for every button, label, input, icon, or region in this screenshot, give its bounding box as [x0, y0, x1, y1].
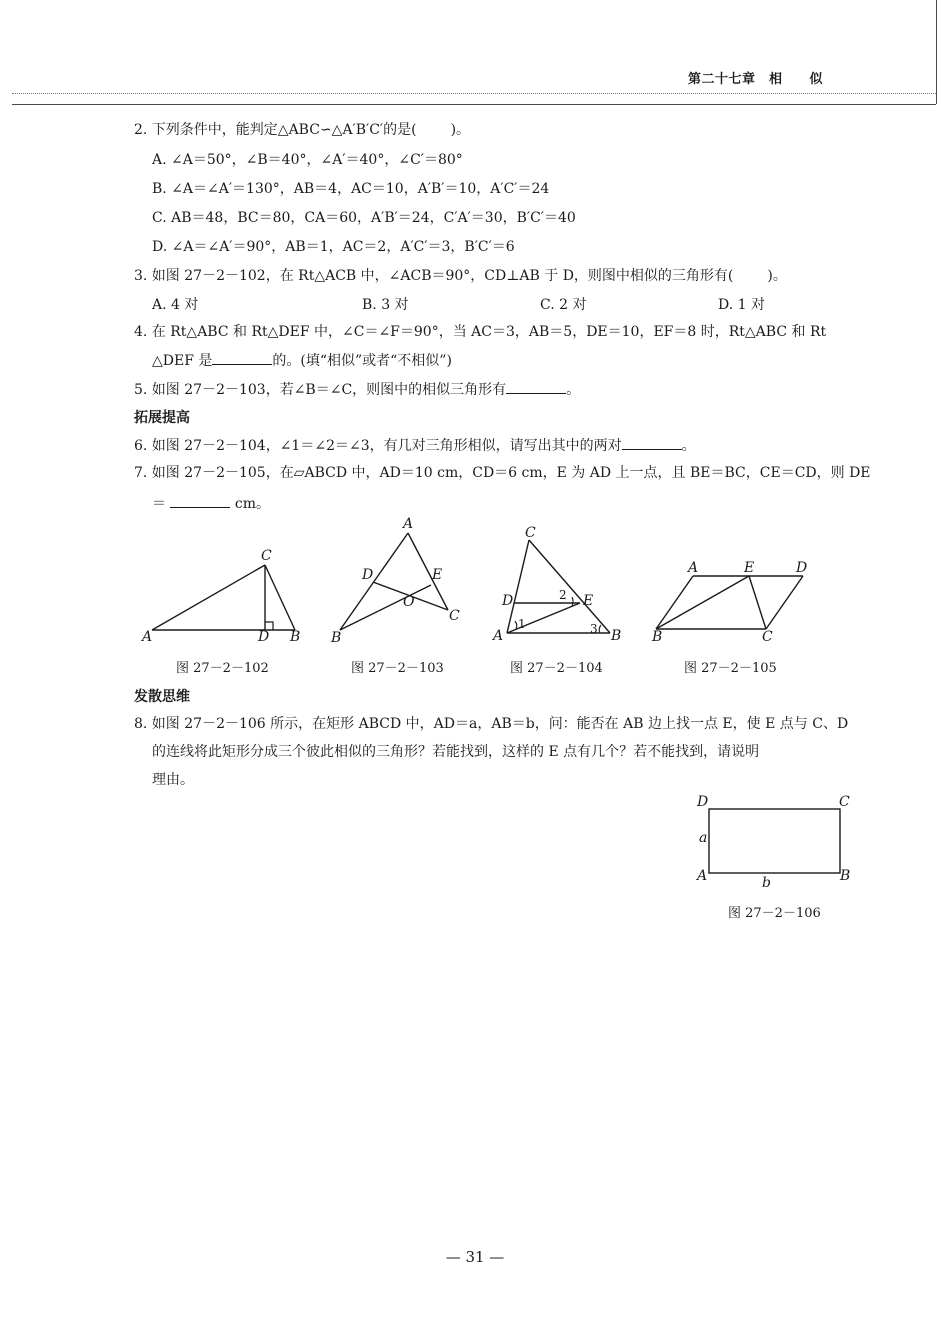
figure-27-2-106 [692, 792, 862, 892]
segment-ce [749, 576, 766, 629]
label-o: O [403, 594, 415, 610]
page-number: — 31 — [445, 1248, 505, 1266]
label-b: B [652, 629, 663, 645]
question-6: 6. 如图 27－2－104，∠1＝∠2＝∠3，有几对三角形相似，请写出其中的两对 。 [134, 438, 696, 454]
question-7-line-1: 7. 如图 27－2－105，在▱ABCD 中，AD＝10 cm，CD＝6 cm，E 为 AD 上一点，且 BE＝BC，CE＝CD，则 DE [134, 465, 871, 481]
label-c: C [261, 548, 272, 564]
question-2-option-a: A. ∠A＝50°，∠B＝40°，∠A′＝40°，∠C′＝80° [152, 152, 463, 168]
label-c: C [449, 608, 460, 624]
side-label-b: b [762, 875, 771, 891]
answer-blank [622, 436, 682, 450]
question-8-line-3: 理由。 [152, 772, 194, 788]
segment-ac [152, 565, 265, 630]
label-e: E [432, 567, 443, 583]
label-b: B [840, 868, 851, 884]
chapter-title: 第二十七章 相 似 [688, 72, 824, 87]
question-3-option-d: D. 1 对 [718, 297, 765, 313]
angle-label-3: 3 [590, 622, 598, 636]
header-rule [12, 104, 936, 105]
question-2-option-d: D. ∠A＝∠A′＝90°，AB＝1，AC＝2，A′C′＝3，B′C′＝6 [152, 239, 515, 255]
answer-blank [212, 351, 272, 365]
label-d: D [796, 560, 808, 576]
segment-ab [656, 576, 693, 629]
answer-blank [170, 494, 230, 508]
label-e: E [583, 593, 594, 609]
segment-be [656, 576, 749, 629]
label-d: D [697, 794, 709, 810]
header-edge-rule [936, 0, 937, 104]
segment-bd [340, 585, 431, 630]
question-4-line-1: 4. 在 Rt△ABC 和 Rt△DEF 中，∠C＝∠F＝90°，当 AC＝3，AB＝5，DE＝10，EF＝8 时，Rt△ABC 和 Rt [134, 324, 827, 340]
figure-27-2-104-caption: 图 27－2－104 [510, 661, 603, 676]
figure-27-2-105 [648, 560, 818, 645]
label-c: C [839, 794, 850, 810]
answer-blank [506, 380, 566, 394]
question-3-option-c: C. 2 对 [540, 297, 587, 313]
segment-ab [340, 533, 408, 630]
question-8-line-2: 的连线将此矩形分成三个彼此相似的三角形？若能找到，这样的 E 点有几个？若不能找到，请说明 [152, 744, 760, 760]
segment-dc [766, 576, 803, 629]
label-b: B [290, 629, 301, 645]
question-8-line-1: 8. 如图 27－2－106 所示，在矩形 ABCD 中，AD＝a，AB＝b，问：能否在 AB 边上找一点 E，使 E 点与 C、D [134, 716, 849, 732]
question-5: 5. 如图 27－2－103，若∠B＝∠C，则图中的相似三角形有 。 [134, 382, 581, 398]
segment-cb [265, 565, 295, 630]
figure-27-2-104 [492, 525, 627, 645]
angle-arc-2 [572, 597, 573, 606]
label-d: D [258, 629, 270, 645]
label-d: D [362, 567, 374, 583]
figure-27-2-106-caption: 图 27－2－106 [728, 906, 821, 921]
header-dotted-rule [12, 93, 936, 94]
question-2-stem: 2. 下列条件中，能判定△ABC∽△A′B′C′的是( )。 [134, 122, 471, 138]
question-2-option-c: C. AB＝48，BC＝80，CA＝60，A′B′＝24，C′A′＝30，B′C′＝40 [152, 210, 576, 226]
angle-label-2: 2 [559, 588, 567, 602]
figure-27-2-102 [140, 545, 310, 645]
label-a: A [688, 560, 699, 576]
label-a: A [403, 516, 414, 532]
question-4-line-2: △DEF 是 的。(填“相似”或者“不相似”) [152, 353, 452, 369]
label-a: A [697, 868, 708, 884]
figure-27-2-102-caption: 图 27－2－102 [176, 661, 269, 676]
angle-arc-1 [515, 621, 517, 629]
question-3-option-b: B. 3 对 [362, 297, 409, 313]
question-7-line-2: ＝ cm。 [152, 496, 271, 512]
question-3-stem: 3. 如图 27－2－102，在 Rt△ACB 中，∠ACB＝90°，CD⊥AB 于 D，则图中相似的三角形有( )。 [134, 268, 787, 284]
angle-arc-3 [599, 625, 601, 633]
label-d: D [502, 593, 514, 609]
angle-label-1: 1 [518, 617, 526, 631]
label-c: C [762, 629, 773, 645]
label-b: B [611, 628, 622, 644]
label-a: A [493, 628, 504, 644]
label-b: B [331, 630, 342, 646]
label-c: C [525, 525, 536, 541]
question-3-option-a: A. 4 对 [152, 297, 199, 313]
figure-27-2-103-caption: 图 27－2－103 [351, 661, 444, 676]
section-title-extend: 拓展提高 [134, 410, 190, 426]
figure-27-2-103 [328, 515, 468, 645]
section-title-diverge: 发散思维 [134, 689, 190, 705]
figure-27-2-105-caption: 图 27－2－105 [684, 661, 777, 676]
label-a: A [142, 629, 153, 645]
label-e: E [744, 560, 755, 576]
rectangle-abcd [709, 809, 840, 873]
question-2-option-b: B. ∠A＝∠A′＝130°，AB＝4，AC＝10，A′B′＝10，A′C′＝24 [152, 181, 550, 197]
side-label-a: a [699, 830, 708, 846]
